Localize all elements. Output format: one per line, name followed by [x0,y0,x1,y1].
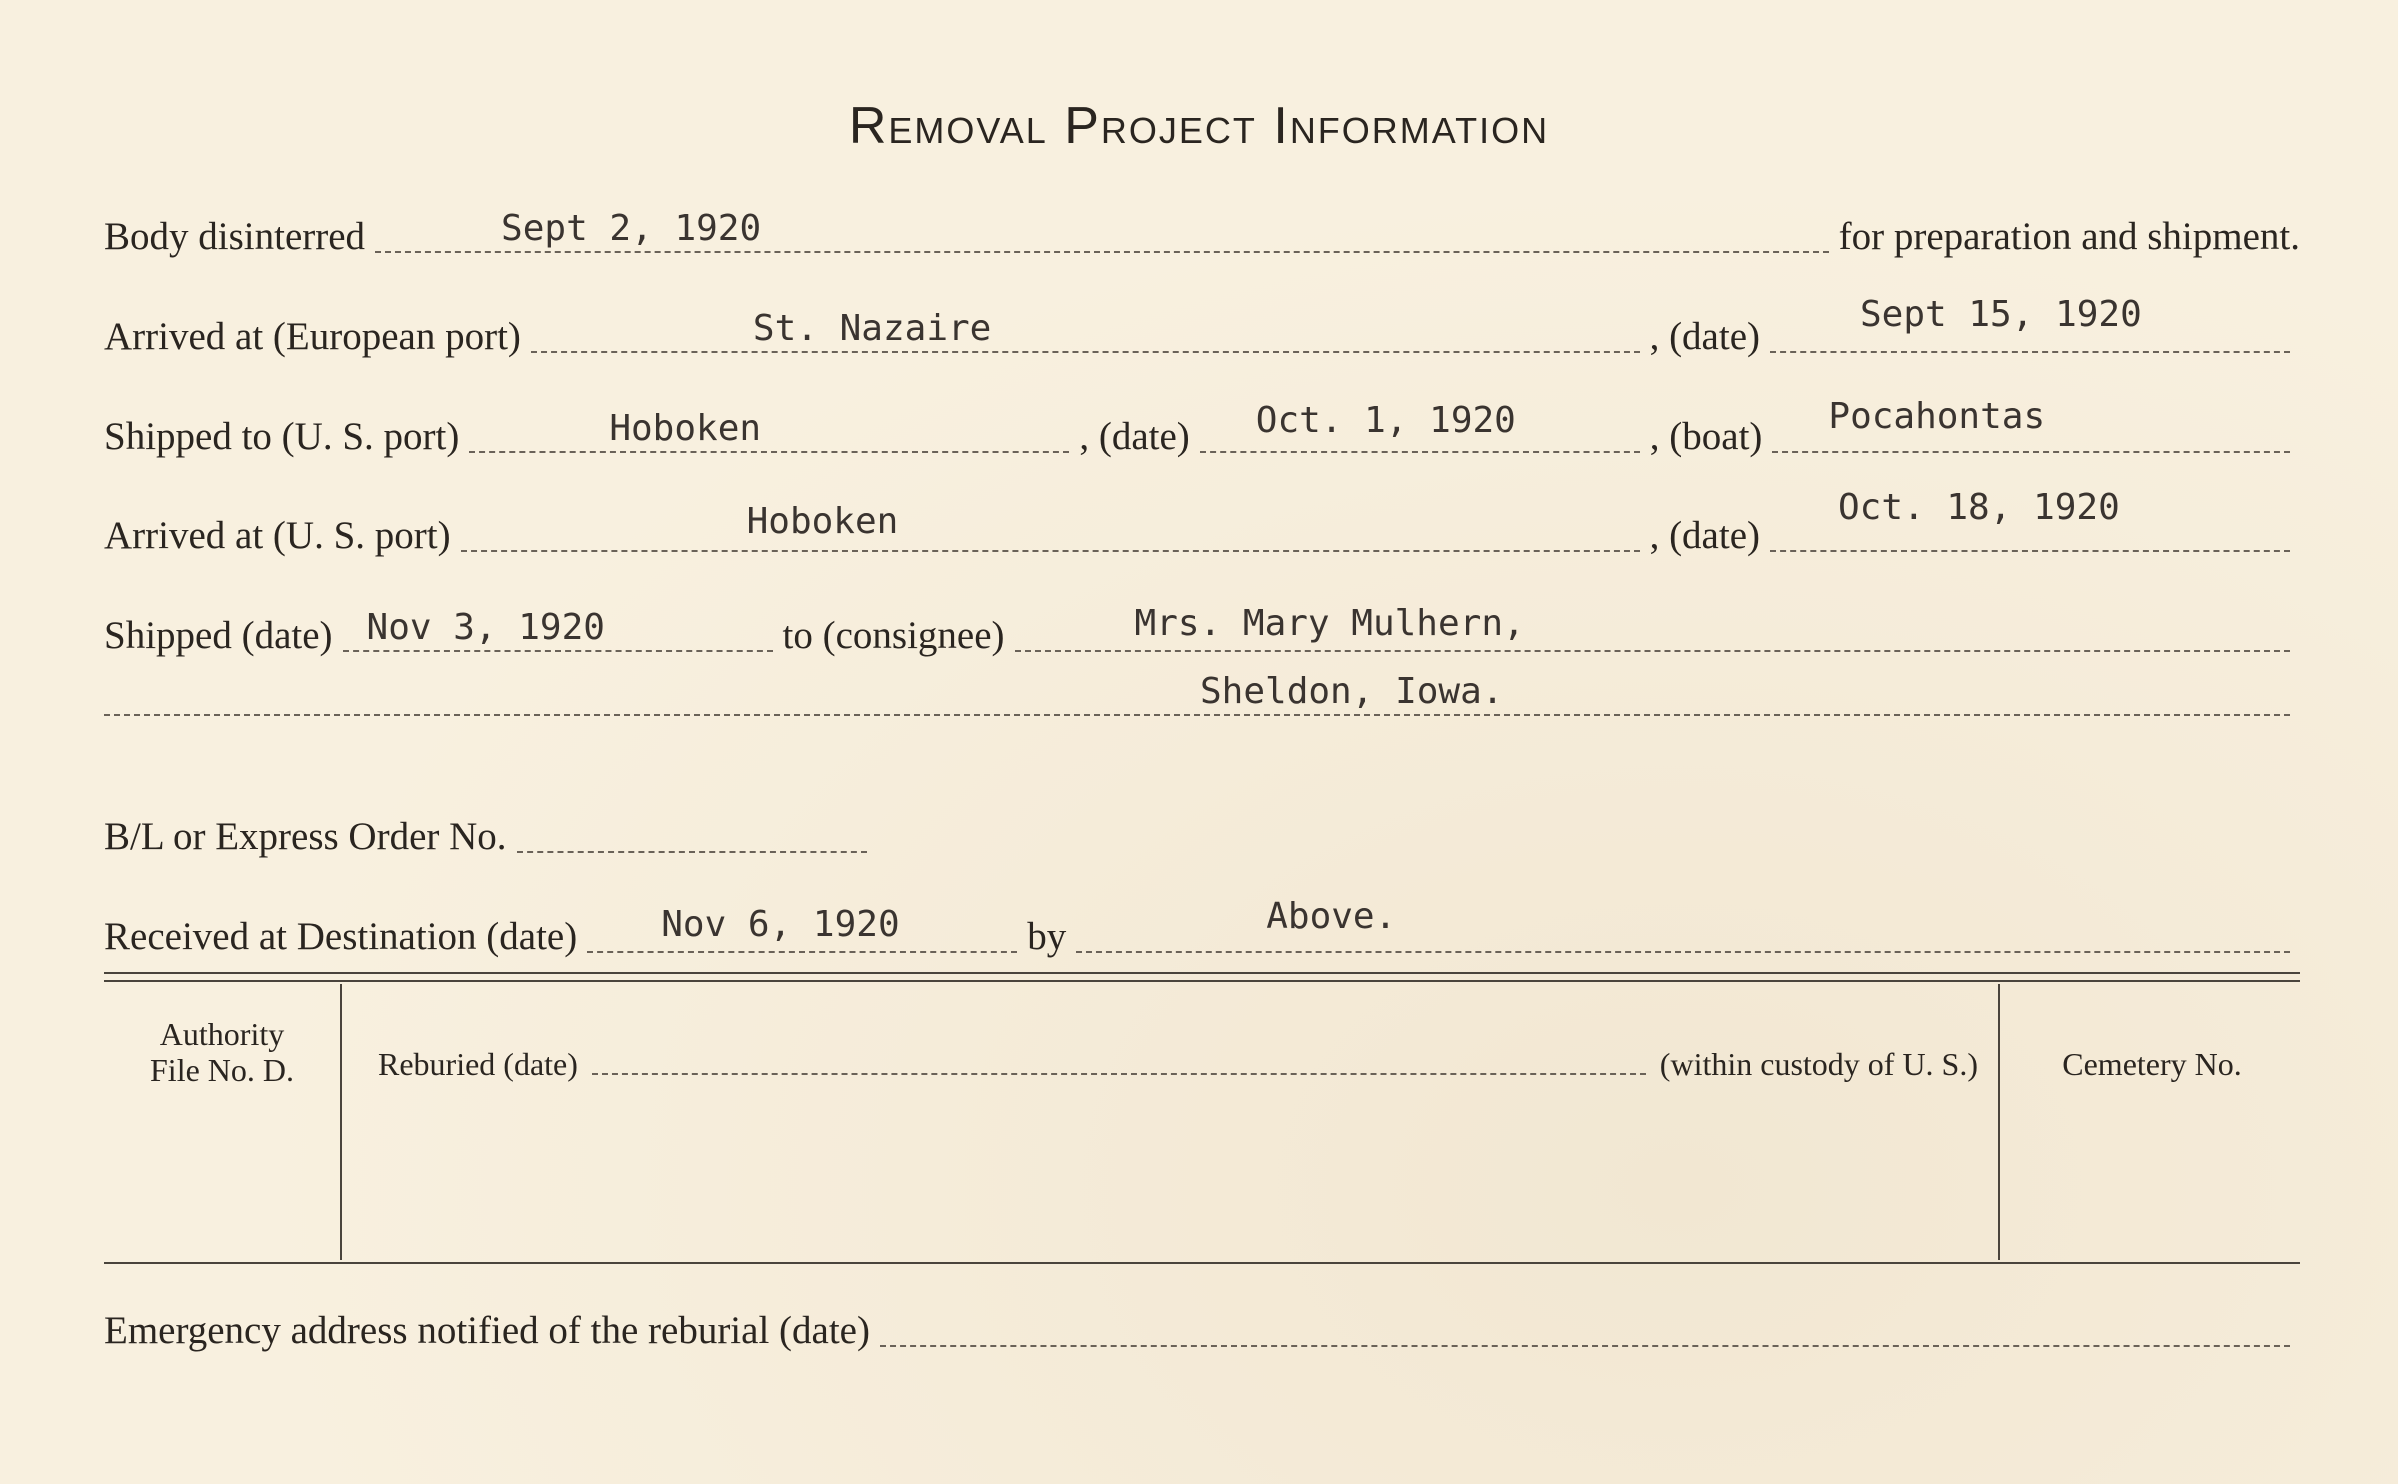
arrived-european-date-label: , (date) [1649,315,1760,358]
consignee-line [1015,603,2290,652]
reburied-label: Reburied (date) [378,1046,578,1082]
received-by: Above. [1266,896,1397,937]
arrived-us-date: Oct. 18, 1920 [1838,487,2120,528]
row-consignee-address [104,671,2300,724]
table-divider-right [1998,984,2000,1260]
shipped-date-label: Shipped (date) [104,614,333,657]
body-disinterred-value: Sept 2, 1920 [501,208,762,249]
arrived-european-date-line [1770,294,2290,353]
shipped-us-date-label: , (date) [1079,415,1190,458]
bl-order-line [517,851,867,853]
shipped-us-port: Hoboken [609,408,762,449]
shipped-us-boat-label: , (boat) [1649,415,1763,458]
row-arrived-us [104,487,2300,560]
row-shipped-us [104,396,2300,461]
row-emergency [104,1308,2300,1355]
arrived-us-label: Arrived at (U. S. port) [104,514,451,557]
card-title: Removal Project Information [848,97,1550,155]
table-divider-left [340,984,342,1260]
arrived-us-port-line [461,501,1640,552]
row-body-disinterred [104,208,2300,261]
reburied-line [592,1073,1646,1075]
shipped-us-label: Shipped to (U. S. port) [104,415,460,458]
body-disinterred-line [375,208,1829,253]
row-received [104,896,2300,961]
arrived-us-port: Hoboken [746,501,899,542]
received-by-line [1076,896,2290,953]
custody-label: (within custody of U. S.) [1659,1046,1978,1082]
arrived-european-date: Sept 15, 1920 [1860,294,2142,335]
table-top-rule [104,972,2300,982]
received-label: Received at Destination (date) [104,915,578,958]
shipped-us-port-line [469,408,1069,453]
emergency-label: Emergency address notified of the reburial (date) [104,1309,870,1352]
body-disinterred-suffix: for preparation and shipment. [1838,215,2300,258]
consignee-label: to (consignee) [782,614,1005,657]
emergency-line [880,1345,2290,1347]
shipped-us-date: Oct. 1, 1920 [1255,400,1516,441]
shipped-date-line [343,607,773,652]
arrived-us-date-line [1770,487,2290,552]
arrived-us-date-label: , (date) [1649,514,1760,557]
authority-label: Authority [159,1016,285,1052]
cemetery-label: Cemetery No. [2062,1046,2242,1082]
consignee-name: Mrs. Mary Mulhern, [1134,603,1525,644]
received-date: Nov 6, 1920 [661,904,900,945]
authority-cell [104,1016,340,1088]
row-arrived-european [104,294,2300,361]
table-bottom-rule [104,1262,2300,1264]
row-shipped [104,603,2300,660]
shipped-us-boat: Pocahontas [1828,396,2046,437]
consignee-address: Sheldon, Iowa. [1200,671,1504,712]
shipped-us-date-line [1200,400,1640,453]
received-by-label: by [1027,915,1067,958]
shipped-date: Nov 3, 1920 [366,607,605,648]
consignee-address-line [104,671,2290,716]
file-no-label: File No. D. [150,1052,294,1088]
row-bl-order [104,814,2300,861]
received-date-line [587,904,1017,953]
arrived-european-port: St. Nazaire [752,308,992,349]
bl-order-label: B/L or Express Order No. [104,815,507,858]
arrived-european-label: Arrived at (European port) [104,315,521,358]
reburied-cell [378,1046,1978,1083]
body-disinterred-label: Body disinterred [104,215,366,258]
shipped-us-boat-line [1772,396,2290,453]
arrived-european-port-line [531,308,1640,353]
